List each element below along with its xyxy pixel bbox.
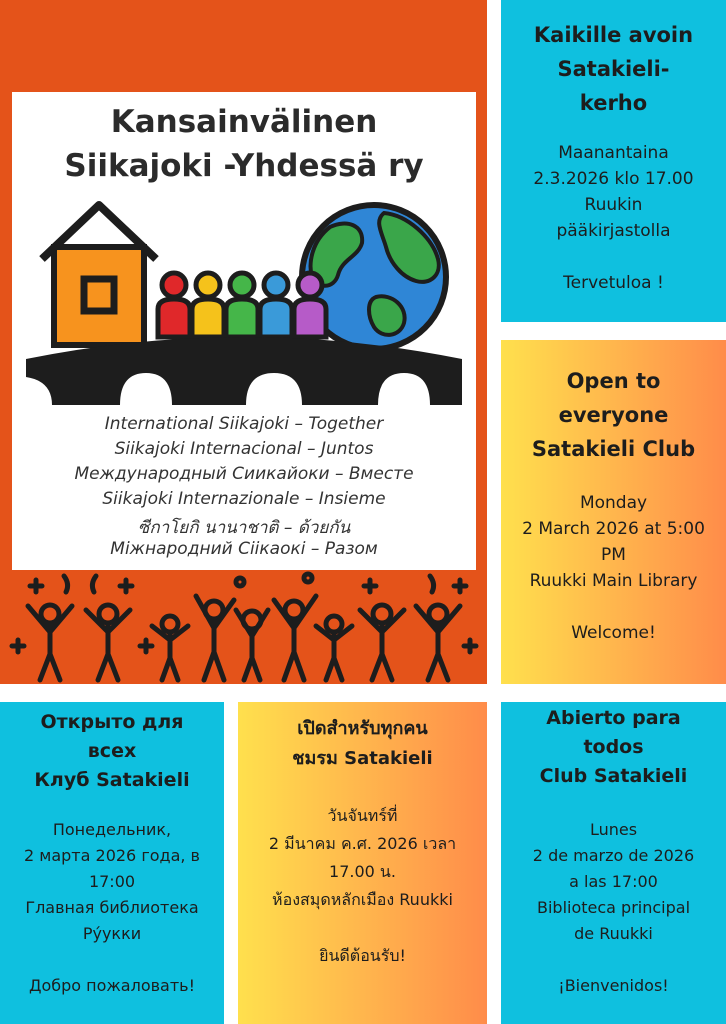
house-icon	[42, 205, 156, 345]
russian-heading: Открыто для всех Клуб Satakieli	[34, 711, 190, 791]
english-body: Monday 2 March 2026 at 5:00 PM Ruukki Main Library Welcome!	[522, 493, 705, 643]
people-group	[158, 273, 326, 337]
celebrating-people-illustration	[0, 570, 487, 684]
russian-body: Понедельник, 2 марта 2026 года, в 17:00 Главная библиотека Рýукки Добро пожаловать!	[24, 820, 200, 995]
logo-card	[12, 92, 476, 570]
tagline-thai: ซีกาโยกิ นานาชาติ – ด้วยกัน	[137, 518, 351, 538]
english-info-panel	[501, 340, 726, 684]
spanish-info-panel	[501, 702, 726, 1024]
spanish-heading: Abierto para todos Club Satakieli	[539, 707, 688, 787]
sparkle-icon	[120, 580, 132, 592]
crowd-figures	[28, 596, 460, 680]
thai-info-panel	[238, 702, 487, 1024]
tagline-russian: Международный Сиикайоки – Вместе	[74, 464, 414, 484]
logo-title-line1: Kansainvälinen	[110, 104, 378, 140]
tagline-italian: Siikajoki Internazionale – Insieme	[102, 489, 386, 509]
logo-illustration	[12, 197, 476, 407]
english-heading: Open to everyone Satakieli Club	[531, 369, 696, 461]
logo-panel	[0, 0, 487, 684]
russian-info-panel	[0, 702, 224, 1024]
tagline-english: International Siikajoki – Together	[104, 414, 384, 434]
spanish-body: Lunes 2 de marzo de 2026 a las 17:00 Biblioteca principal de Ruukki ¡Bienvenidos!	[532, 820, 695, 995]
finnish-body: Maanantaina 2.3.2026 klo 17.00 Ruukin pääkirjastolla Tervetuloa !	[533, 143, 694, 293]
finnish-info-panel	[501, 0, 726, 322]
thai-body: วันจันทร์ที่ 2 มีนาคม ค.ศ. 2026 เวลา 17.00 น. ห้องสมุดหลักเมือง Ruukki ยินดีต้อนรับ!	[268, 806, 457, 965]
sparkle-icon	[454, 580, 466, 592]
sparkle-icon	[364, 580, 376, 592]
finnish-heading: Kaikille avoin Satakieli- kerho	[533, 23, 694, 115]
tagline-ukrainian: Міжнародний Сіікаокі – Разом	[110, 539, 378, 559]
logo-title-line2: Siikajoki -Yhdessä ry	[64, 148, 424, 184]
thai-heading: เปิดสำหรับทุกคน ชมรม Satakieli	[292, 718, 433, 769]
sparkle-icon	[30, 580, 42, 592]
tagline-spanish: Siikajoki Internacional – Juntos	[114, 439, 374, 459]
